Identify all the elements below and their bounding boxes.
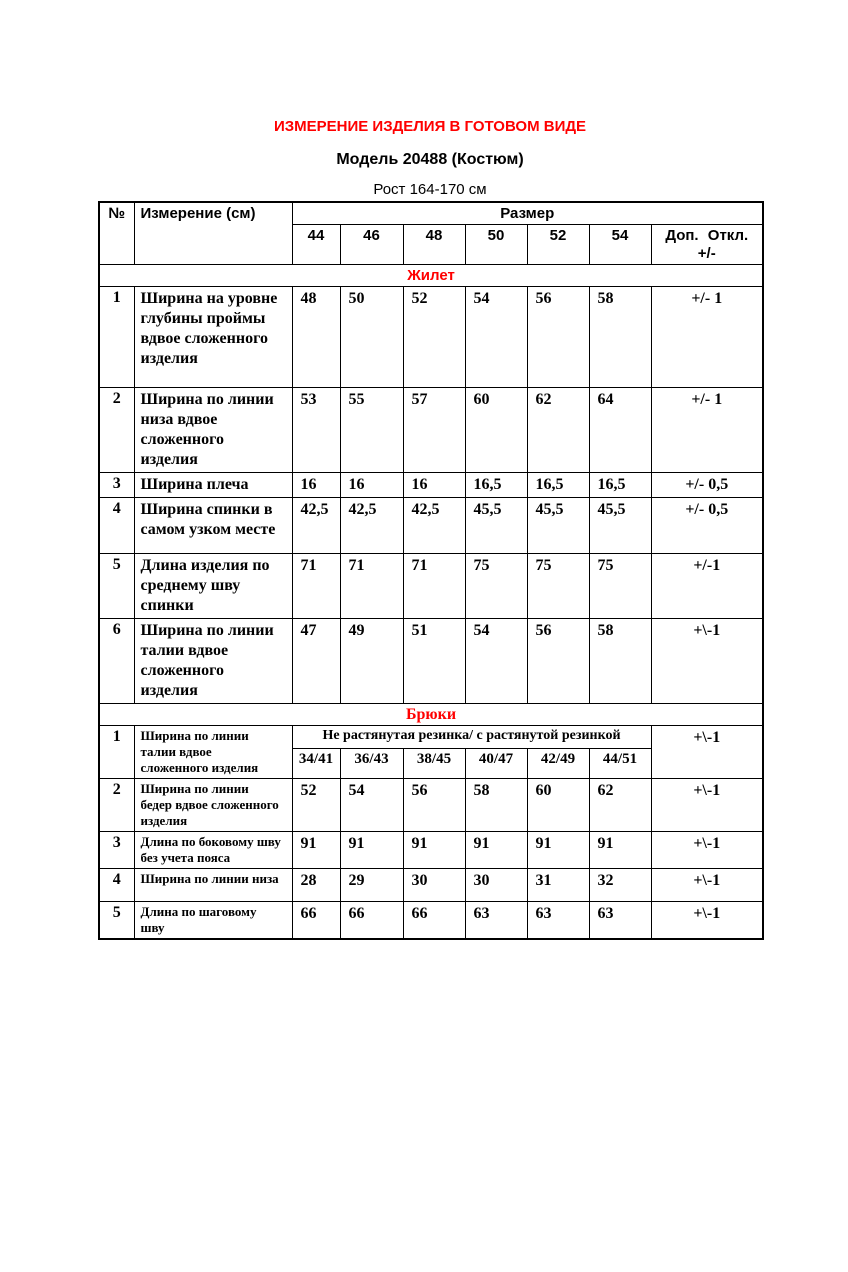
elastic-band-header: Не растянутая резинка/ с растянутой резинкой xyxy=(292,725,651,748)
size-value: 62 xyxy=(589,778,651,831)
table-row xyxy=(99,472,763,497)
model-subtitle: Модель 20488 (Костюм) xyxy=(336,151,524,168)
tolerance-value: +/- 0,5 xyxy=(651,472,763,497)
tolerance-value: +\-1 xyxy=(651,618,763,703)
size-value: 91 xyxy=(527,831,589,868)
size-value: 28 xyxy=(292,868,340,901)
elastic-size-value: 34/41 xyxy=(292,748,340,778)
measurement-label: Длина по шаговому шву xyxy=(134,901,292,939)
size-value: 16 xyxy=(403,472,465,497)
elastic-size-value: 36/43 xyxy=(340,748,403,778)
size-value: 66 xyxy=(340,901,403,939)
table-row-special xyxy=(99,725,763,748)
size-value: 66 xyxy=(403,901,465,939)
size-value: 60 xyxy=(527,778,589,831)
row-number: 2 xyxy=(99,778,134,831)
size-value: 63 xyxy=(465,901,527,939)
size-value: 16,5 xyxy=(465,472,527,497)
tolerance-value: +/-1 xyxy=(651,553,763,618)
size-value: 91 xyxy=(403,831,465,868)
header-size-54: 54 xyxy=(589,224,651,264)
table-row xyxy=(99,497,763,553)
size-value: 54 xyxy=(340,778,403,831)
height-range-note: Рост 164-170 см xyxy=(373,181,487,198)
row-number: 6 xyxy=(99,618,134,703)
size-value: 58 xyxy=(589,618,651,703)
size-value: 16 xyxy=(292,472,340,497)
row-number: 1 xyxy=(99,286,134,387)
size-value: 45,5 xyxy=(589,497,651,553)
measurement-label: Ширина по линии низа вдвое сложенного изделия xyxy=(134,387,292,472)
elastic-size-value: 38/45 xyxy=(403,748,465,778)
table-row xyxy=(99,831,763,868)
measurement-label: Ширина по линии низа xyxy=(134,868,292,901)
size-value: 71 xyxy=(292,553,340,618)
size-value: 57 xyxy=(403,387,465,472)
section-band-vest xyxy=(99,264,763,286)
table-row xyxy=(99,553,763,618)
size-value: 91 xyxy=(292,831,340,868)
size-value: 62 xyxy=(527,387,589,472)
size-value: 63 xyxy=(589,901,651,939)
size-value: 47 xyxy=(292,618,340,703)
tolerance-value: +\-1 xyxy=(651,868,763,901)
size-value: 53 xyxy=(292,387,340,472)
measurement-label: Длина изделия по среднему шву спинки xyxy=(134,553,292,618)
size-value: 91 xyxy=(340,831,403,868)
row-number: 3 xyxy=(99,472,134,497)
tolerance-value: +\-1 xyxy=(651,778,763,831)
size-value: 31 xyxy=(527,868,589,901)
size-value: 71 xyxy=(340,553,403,618)
size-value: 58 xyxy=(465,778,527,831)
size-value: 45,5 xyxy=(465,497,527,553)
row-number: 2 xyxy=(99,387,134,472)
size-value: 58 xyxy=(589,286,651,387)
table-row xyxy=(99,901,763,939)
row-number: 4 xyxy=(99,497,134,553)
measurement-label: Ширина по линии талии вдвое сложенного изделия xyxy=(134,618,292,703)
measurement-label: Длина по боковому шву без учета пояса xyxy=(134,831,292,868)
size-value: 75 xyxy=(589,553,651,618)
size-value: 30 xyxy=(465,868,527,901)
size-value: 48 xyxy=(292,286,340,387)
header-tolerance-line1: Доп. Откл. xyxy=(665,226,749,244)
size-value: 16,5 xyxy=(589,472,651,497)
size-value: 42,5 xyxy=(403,497,465,553)
size-value: 52 xyxy=(403,286,465,387)
size-value: 56 xyxy=(527,618,589,703)
size-value: 30 xyxy=(403,868,465,901)
size-value: 75 xyxy=(465,553,527,618)
size-value: 63 xyxy=(527,901,589,939)
size-value: 66 xyxy=(292,901,340,939)
header-measure: Измерение (см) xyxy=(134,202,292,264)
header-size-48: 48 xyxy=(403,224,465,264)
tolerance-value: +\-1 xyxy=(651,831,763,868)
section-title-vest: Жилет xyxy=(99,264,763,286)
size-value: 42,5 xyxy=(292,497,340,553)
document-content xyxy=(98,0,762,940)
size-value: 32 xyxy=(589,868,651,901)
size-value: 16 xyxy=(340,472,403,497)
table-row xyxy=(99,778,763,831)
size-value: 56 xyxy=(527,286,589,387)
header-no: № xyxy=(99,202,134,264)
measurement-label: Ширина плеча xyxy=(134,472,292,497)
table-header-row-1 xyxy=(99,202,763,224)
size-value: 55 xyxy=(340,387,403,472)
size-value: 29 xyxy=(340,868,403,901)
section-band-pants xyxy=(99,703,763,725)
section-title-pants: Брюки xyxy=(99,703,763,725)
row-number: 4 xyxy=(99,868,134,901)
size-value: 75 xyxy=(527,553,589,618)
elastic-size-value: 40/47 xyxy=(465,748,527,778)
header-size-50: 50 xyxy=(465,224,527,264)
row-number: 3 xyxy=(99,831,134,868)
tolerance-value: +/- 1 xyxy=(651,286,763,387)
elastic-size-value: 44/51 xyxy=(589,748,651,778)
elastic-size-value: 42/49 xyxy=(527,748,589,778)
row-number: 5 xyxy=(99,901,134,939)
table-row xyxy=(99,387,763,472)
tolerance-value: +\-1 xyxy=(651,725,763,778)
row-number: 5 xyxy=(99,553,134,618)
size-value: 52 xyxy=(292,778,340,831)
table-row xyxy=(99,868,763,901)
size-value: 51 xyxy=(403,618,465,703)
measurement-table xyxy=(98,201,764,940)
size-value: 50 xyxy=(340,286,403,387)
size-value: 49 xyxy=(340,618,403,703)
tolerance-value: +/- 0,5 xyxy=(651,497,763,553)
size-value: 54 xyxy=(465,286,527,387)
header-size-44: 44 xyxy=(292,224,340,264)
measurement-label: Ширина на уровне глубины проймы вдвое сложенного изделия xyxy=(134,286,292,387)
size-value: 42,5 xyxy=(340,497,403,553)
table-row xyxy=(99,286,763,387)
table-row xyxy=(99,618,763,703)
header-size-52: 52 xyxy=(527,224,589,264)
header-size-group: Размер xyxy=(292,202,763,224)
size-value: 54 xyxy=(465,618,527,703)
measurement-label: Ширина по линии талии вдвое сложенного изделия xyxy=(134,725,292,778)
size-value: 16,5 xyxy=(527,472,589,497)
header-tolerance-line2: +/- xyxy=(697,244,716,262)
document-title: ИЗМЕРЕНИЕ ИЗДЕЛИЯ В ГОТОВОМ ВИДЕ xyxy=(273,118,587,135)
size-value: 71 xyxy=(403,553,465,618)
size-value: 56 xyxy=(403,778,465,831)
row-number: 1 xyxy=(99,725,134,778)
tolerance-value: +/- 1 xyxy=(651,387,763,472)
tolerance-value: +\-1 xyxy=(651,901,763,939)
size-value: 60 xyxy=(465,387,527,472)
measurement-label: Ширина спинки в самом узком месте xyxy=(134,497,292,553)
size-value: 45,5 xyxy=(527,497,589,553)
measurement-label: Ширина по линии бедер вдвое сложенного изделия xyxy=(134,778,292,831)
size-value: 64 xyxy=(589,387,651,472)
size-value: 91 xyxy=(465,831,527,868)
header-tolerance xyxy=(651,224,763,264)
header-size-46: 46 xyxy=(340,224,403,264)
size-value: 91 xyxy=(589,831,651,868)
